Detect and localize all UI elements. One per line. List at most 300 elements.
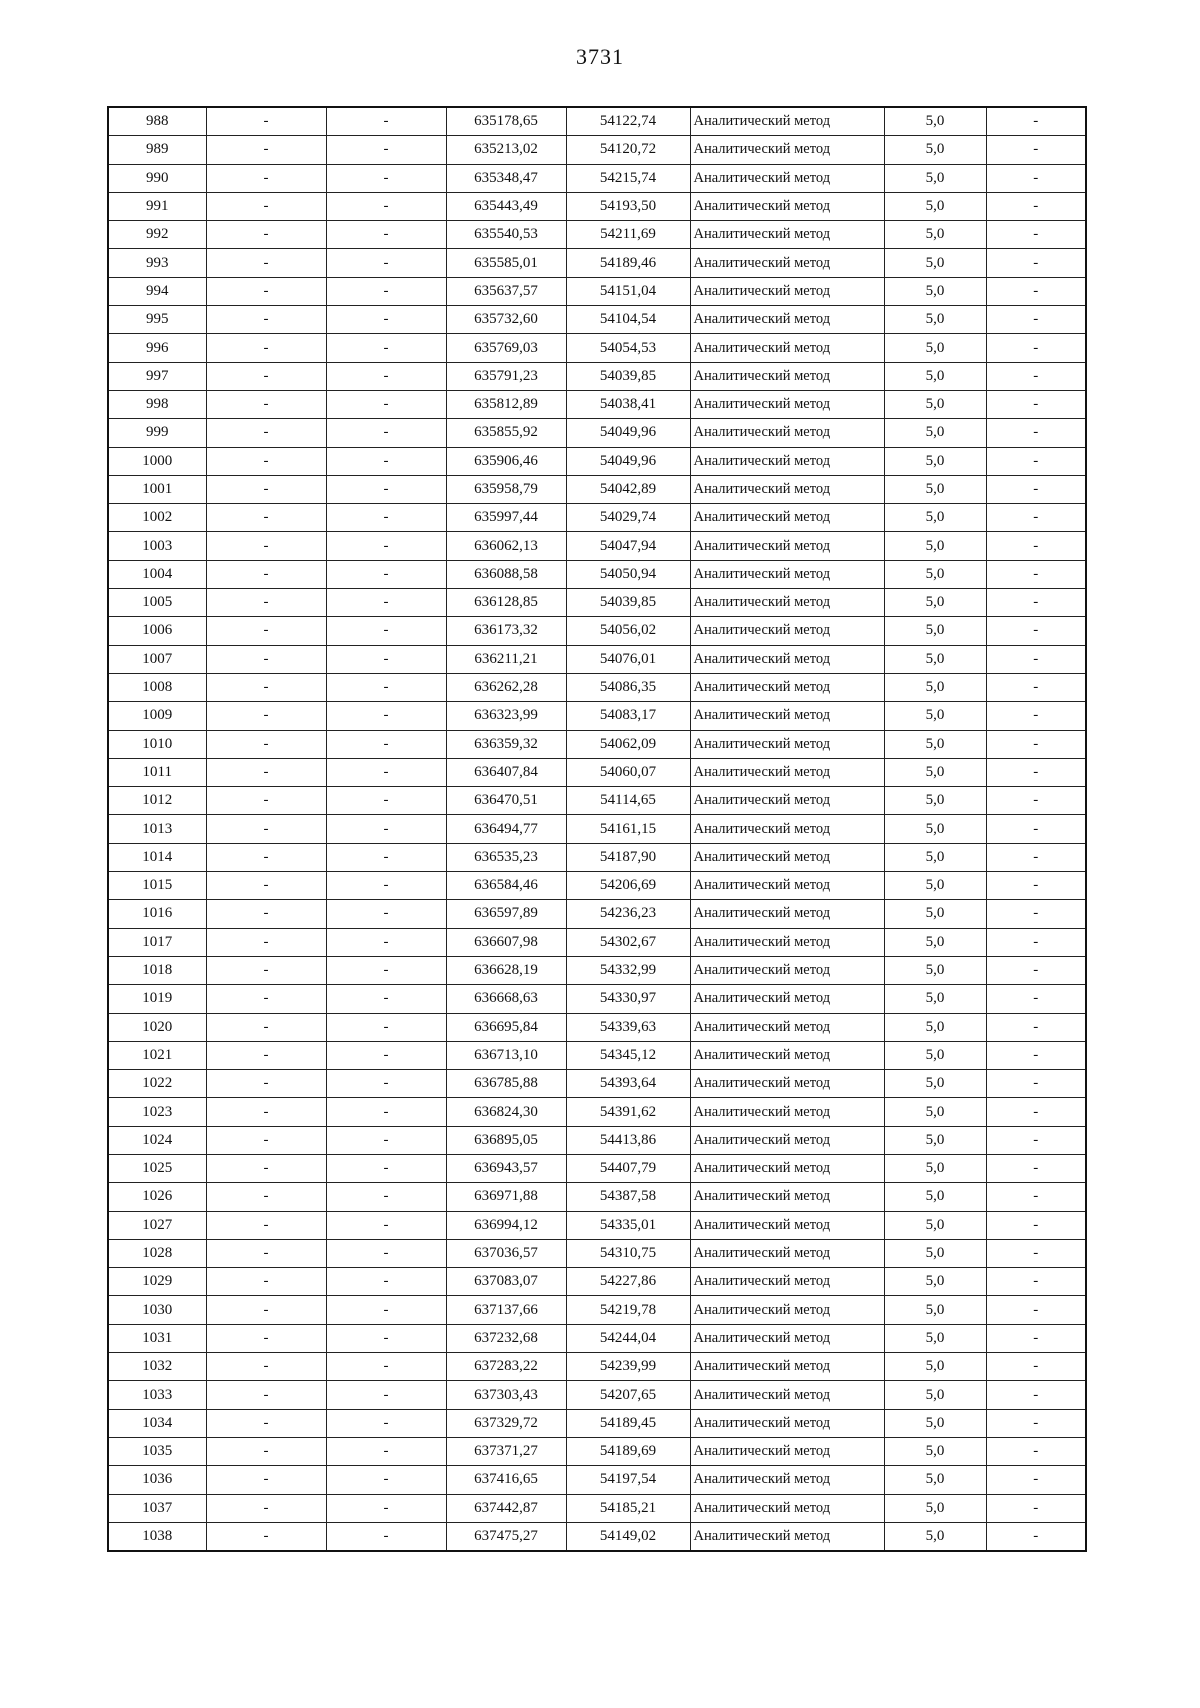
x-coordinate-cell: 637329,72 <box>446 1409 566 1437</box>
empty-col-2-cell: - <box>206 1098 326 1126</box>
point-number-cell: 1025 <box>108 1154 206 1182</box>
point-number-cell: 1035 <box>108 1437 206 1465</box>
empty-col-2-cell: - <box>206 1296 326 1324</box>
empty-col-8-cell: - <box>986 560 1086 588</box>
method-cell: Аналитический метод <box>690 419 884 447</box>
empty-col-2-cell: - <box>206 589 326 617</box>
method-cell: Аналитический метод <box>690 136 884 164</box>
accuracy-cell: 5,0 <box>884 645 986 673</box>
table-row <box>108 447 1086 475</box>
empty-col-8-cell: - <box>986 1239 1086 1267</box>
empty-col-3-cell: - <box>326 1494 446 1522</box>
point-number-cell: 1037 <box>108 1494 206 1522</box>
empty-col-8-cell: - <box>986 1268 1086 1296</box>
method-cell: Аналитический метод <box>690 390 884 418</box>
accuracy-cell: 5,0 <box>884 1494 986 1522</box>
empty-col-3-cell: - <box>326 843 446 871</box>
empty-col-2-cell: - <box>206 1409 326 1437</box>
empty-col-3-cell: - <box>326 787 446 815</box>
method-cell: Аналитический метод <box>690 985 884 1013</box>
point-number-cell: 1019 <box>108 985 206 1013</box>
empty-col-2-cell: - <box>206 985 326 1013</box>
accuracy-cell: 5,0 <box>884 928 986 956</box>
table-row <box>108 787 1086 815</box>
method-cell: Аналитический метод <box>690 787 884 815</box>
y-coordinate-cell: 54244,04 <box>566 1324 690 1352</box>
x-coordinate-cell: 636824,30 <box>446 1098 566 1126</box>
point-number-cell: 995 <box>108 306 206 334</box>
y-coordinate-cell: 54076,01 <box>566 645 690 673</box>
empty-col-2-cell: - <box>206 1381 326 1409</box>
method-cell: Аналитический метод <box>690 334 884 362</box>
x-coordinate-cell: 637371,27 <box>446 1437 566 1465</box>
method-cell: Аналитический метод <box>690 504 884 532</box>
point-number-cell: 1026 <box>108 1183 206 1211</box>
empty-col-8-cell: - <box>986 1211 1086 1239</box>
empty-col-2-cell: - <box>206 1126 326 1154</box>
accuracy-cell: 5,0 <box>884 1466 986 1494</box>
point-number-cell: 997 <box>108 362 206 390</box>
empty-col-3-cell: - <box>326 1324 446 1352</box>
empty-col-2-cell: - <box>206 249 326 277</box>
method-cell: Аналитический метод <box>690 1522 884 1551</box>
table-row <box>108 107 1086 136</box>
table-row <box>108 390 1086 418</box>
y-coordinate-cell: 54206,69 <box>566 872 690 900</box>
empty-col-2-cell: - <box>206 1437 326 1465</box>
empty-col-3-cell: - <box>326 985 446 1013</box>
empty-col-8-cell: - <box>986 306 1086 334</box>
method-cell: Аналитический метод <box>690 1070 884 1098</box>
point-number-cell: 1006 <box>108 617 206 645</box>
table-row <box>108 1409 1086 1437</box>
table-row <box>108 843 1086 871</box>
y-coordinate-cell: 54120,72 <box>566 136 690 164</box>
empty-col-2-cell: - <box>206 730 326 758</box>
x-coordinate-cell: 636088,58 <box>446 560 566 588</box>
method-cell: Аналитический метод <box>690 1268 884 1296</box>
empty-col-2-cell: - <box>206 221 326 249</box>
x-coordinate-cell: 636597,89 <box>446 900 566 928</box>
empty-col-2-cell: - <box>206 1070 326 1098</box>
accuracy-cell: 5,0 <box>884 1041 986 1069</box>
y-coordinate-cell: 54042,89 <box>566 475 690 503</box>
empty-col-2-cell: - <box>206 1041 326 1069</box>
x-coordinate-cell: 636173,32 <box>446 617 566 645</box>
empty-col-2-cell: - <box>206 334 326 362</box>
table-row <box>108 419 1086 447</box>
method-cell: Аналитический метод <box>690 900 884 928</box>
empty-col-2-cell: - <box>206 645 326 673</box>
x-coordinate-cell: 635769,03 <box>446 334 566 362</box>
y-coordinate-cell: 54330,97 <box>566 985 690 1013</box>
empty-col-3-cell: - <box>326 249 446 277</box>
empty-col-2-cell: - <box>206 107 326 136</box>
x-coordinate-cell: 636943,57 <box>446 1154 566 1182</box>
table-row <box>108 1211 1086 1239</box>
y-coordinate-cell: 54189,46 <box>566 249 690 277</box>
accuracy-cell: 5,0 <box>884 560 986 588</box>
method-cell: Аналитический метод <box>690 673 884 701</box>
x-coordinate-cell: 636971,88 <box>446 1183 566 1211</box>
accuracy-cell: 5,0 <box>884 419 986 447</box>
table-row <box>108 928 1086 956</box>
empty-col-2-cell: - <box>206 560 326 588</box>
empty-col-3-cell: - <box>326 560 446 588</box>
accuracy-cell: 5,0 <box>884 1126 986 1154</box>
x-coordinate-cell: 636128,85 <box>446 589 566 617</box>
x-coordinate-cell: 637475,27 <box>446 1522 566 1551</box>
empty-col-3-cell: - <box>326 334 446 362</box>
empty-col-8-cell: - <box>986 1466 1086 1494</box>
x-coordinate-cell: 636470,51 <box>446 787 566 815</box>
y-coordinate-cell: 54219,78 <box>566 1296 690 1324</box>
x-coordinate-cell: 635178,65 <box>446 107 566 136</box>
accuracy-cell: 5,0 <box>884 702 986 730</box>
table-row <box>108 1154 1086 1182</box>
x-coordinate-cell: 635585,01 <box>446 249 566 277</box>
accuracy-cell: 5,0 <box>884 1211 986 1239</box>
empty-col-2-cell: - <box>206 1353 326 1381</box>
table-row <box>108 560 1086 588</box>
empty-col-2-cell: - <box>206 1211 326 1239</box>
x-coordinate-cell: 636695,84 <box>446 1013 566 1041</box>
method-cell: Аналитический метод <box>690 1154 884 1182</box>
y-coordinate-cell: 54047,94 <box>566 532 690 560</box>
table-row <box>108 334 1086 362</box>
accuracy-cell: 5,0 <box>884 1183 986 1211</box>
empty-col-8-cell: - <box>986 758 1086 786</box>
table-row <box>108 1183 1086 1211</box>
empty-col-3-cell: - <box>326 136 446 164</box>
y-coordinate-cell: 54122,74 <box>566 107 690 136</box>
method-cell: Аналитический метод <box>690 872 884 900</box>
point-number-cell: 1036 <box>108 1466 206 1494</box>
method-cell: Аналитический метод <box>690 617 884 645</box>
empty-col-2-cell: - <box>206 164 326 192</box>
empty-col-3-cell: - <box>326 1239 446 1267</box>
y-coordinate-cell: 54029,74 <box>566 504 690 532</box>
empty-col-8-cell: - <box>986 334 1086 362</box>
y-coordinate-cell: 54393,64 <box>566 1070 690 1098</box>
empty-col-3-cell: - <box>326 1409 446 1437</box>
empty-col-3-cell: - <box>326 645 446 673</box>
accuracy-cell: 5,0 <box>884 221 986 249</box>
point-number-cell: 1024 <box>108 1126 206 1154</box>
y-coordinate-cell: 54193,50 <box>566 192 690 220</box>
table-row <box>108 164 1086 192</box>
empty-col-3-cell: - <box>326 1070 446 1098</box>
accuracy-cell: 5,0 <box>884 107 986 136</box>
method-cell: Аналитический метод <box>690 1409 884 1437</box>
empty-col-3-cell: - <box>326 419 446 447</box>
empty-col-2-cell: - <box>206 1154 326 1182</box>
empty-col-2-cell: - <box>206 532 326 560</box>
table-row <box>108 136 1086 164</box>
accuracy-cell: 5,0 <box>884 1324 986 1352</box>
empty-col-8-cell: - <box>986 787 1086 815</box>
empty-col-8-cell: - <box>986 673 1086 701</box>
point-number-cell: 1010 <box>108 730 206 758</box>
y-coordinate-cell: 54211,69 <box>566 221 690 249</box>
empty-col-3-cell: - <box>326 532 446 560</box>
empty-col-2-cell: - <box>206 136 326 164</box>
empty-col-8-cell: - <box>986 1381 1086 1409</box>
empty-col-8-cell: - <box>986 1437 1086 1465</box>
table-row <box>108 956 1086 984</box>
x-coordinate-cell: 637232,68 <box>446 1324 566 1352</box>
x-coordinate-cell: 635732,60 <box>446 306 566 334</box>
y-coordinate-cell: 54207,65 <box>566 1381 690 1409</box>
point-number-cell: 1003 <box>108 532 206 560</box>
empty-col-3-cell: - <box>326 192 446 220</box>
empty-col-3-cell: - <box>326 1211 446 1239</box>
accuracy-cell: 5,0 <box>884 1268 986 1296</box>
method-cell: Аналитический метод <box>690 1324 884 1352</box>
point-number-cell: 1009 <box>108 702 206 730</box>
empty-col-8-cell: - <box>986 956 1086 984</box>
empty-col-8-cell: - <box>986 617 1086 645</box>
accuracy-cell: 5,0 <box>884 815 986 843</box>
point-number-cell: 1033 <box>108 1381 206 1409</box>
empty-col-8-cell: - <box>986 730 1086 758</box>
accuracy-cell: 5,0 <box>884 758 986 786</box>
point-number-cell: 1012 <box>108 787 206 815</box>
point-number-cell: 1018 <box>108 956 206 984</box>
page-number: 3731 <box>576 44 624 69</box>
y-coordinate-cell: 54039,85 <box>566 362 690 390</box>
point-number-cell: 1015 <box>108 872 206 900</box>
y-coordinate-cell: 54054,53 <box>566 334 690 362</box>
y-coordinate-cell: 54062,09 <box>566 730 690 758</box>
empty-col-3-cell: - <box>326 673 446 701</box>
point-number-cell: 1029 <box>108 1268 206 1296</box>
empty-col-8-cell: - <box>986 1353 1086 1381</box>
empty-col-2-cell: - <box>206 758 326 786</box>
y-coordinate-cell: 54151,04 <box>566 277 690 305</box>
y-coordinate-cell: 54060,07 <box>566 758 690 786</box>
empty-col-8-cell: - <box>986 900 1086 928</box>
empty-col-3-cell: - <box>326 900 446 928</box>
table-row <box>108 985 1086 1013</box>
empty-col-3-cell: - <box>326 1183 446 1211</box>
y-coordinate-cell: 54086,35 <box>566 673 690 701</box>
x-coordinate-cell: 637416,65 <box>446 1466 566 1494</box>
table-row <box>108 1239 1086 1267</box>
accuracy-cell: 5,0 <box>884 334 986 362</box>
empty-col-8-cell: - <box>986 645 1086 673</box>
point-number-cell: 1011 <box>108 758 206 786</box>
point-number-cell: 1000 <box>108 447 206 475</box>
table-row <box>108 1522 1086 1551</box>
method-cell: Аналитический метод <box>690 928 884 956</box>
empty-col-2-cell: - <box>206 1013 326 1041</box>
empty-col-3-cell: - <box>326 1437 446 1465</box>
empty-col-2-cell: - <box>206 1239 326 1267</box>
table-row <box>108 1070 1086 1098</box>
empty-col-2-cell: - <box>206 956 326 984</box>
empty-col-8-cell: - <box>986 872 1086 900</box>
empty-col-8-cell: - <box>986 589 1086 617</box>
x-coordinate-cell: 635958,79 <box>446 475 566 503</box>
point-number-cell: 1008 <box>108 673 206 701</box>
x-coordinate-cell: 637303,43 <box>446 1381 566 1409</box>
y-coordinate-cell: 54310,75 <box>566 1239 690 1267</box>
empty-col-3-cell: - <box>326 447 446 475</box>
x-coordinate-cell: 636535,23 <box>446 843 566 871</box>
empty-col-8-cell: - <box>986 815 1086 843</box>
method-cell: Аналитический метод <box>690 249 884 277</box>
empty-col-3-cell: - <box>326 730 446 758</box>
table-body <box>108 107 1086 1551</box>
empty-col-2-cell: - <box>206 843 326 871</box>
x-coordinate-cell: 635637,57 <box>446 277 566 305</box>
y-coordinate-cell: 54185,21 <box>566 1494 690 1522</box>
y-coordinate-cell: 54114,65 <box>566 787 690 815</box>
empty-col-8-cell: - <box>986 1013 1086 1041</box>
accuracy-cell: 5,0 <box>884 1296 986 1324</box>
x-coordinate-cell: 635443,49 <box>446 192 566 220</box>
x-coordinate-cell: 636713,10 <box>446 1041 566 1069</box>
empty-col-3-cell: - <box>326 107 446 136</box>
method-cell: Аналитический метод <box>690 560 884 588</box>
empty-col-8-cell: - <box>986 1522 1086 1551</box>
accuracy-cell: 5,0 <box>884 390 986 418</box>
x-coordinate-cell: 636607,98 <box>446 928 566 956</box>
empty-col-8-cell: - <box>986 277 1086 305</box>
method-cell: Аналитический метод <box>690 1211 884 1239</box>
method-cell: Аналитический метод <box>690 1381 884 1409</box>
x-coordinate-cell: 635997,44 <box>446 504 566 532</box>
point-number-cell: 1034 <box>108 1409 206 1437</box>
empty-col-2-cell: - <box>206 192 326 220</box>
y-coordinate-cell: 54104,54 <box>566 306 690 334</box>
y-coordinate-cell: 54083,17 <box>566 702 690 730</box>
method-cell: Аналитический метод <box>690 164 884 192</box>
method-cell: Аналитический метод <box>690 475 884 503</box>
point-number-cell: 1038 <box>108 1522 206 1551</box>
table-row <box>108 1013 1086 1041</box>
point-number-cell: 991 <box>108 192 206 220</box>
table-row <box>108 532 1086 560</box>
table-row <box>108 1098 1086 1126</box>
empty-col-2-cell: - <box>206 928 326 956</box>
y-coordinate-cell: 54049,96 <box>566 447 690 475</box>
method-cell: Аналитический метод <box>690 532 884 560</box>
point-number-cell: 1031 <box>108 1324 206 1352</box>
accuracy-cell: 5,0 <box>884 1013 986 1041</box>
y-coordinate-cell: 54387,58 <box>566 1183 690 1211</box>
table-row <box>108 277 1086 305</box>
x-coordinate-cell: 636323,99 <box>446 702 566 730</box>
y-coordinate-cell: 54407,79 <box>566 1154 690 1182</box>
point-number-cell: 993 <box>108 249 206 277</box>
table-row <box>108 249 1086 277</box>
table-row <box>108 192 1086 220</box>
empty-col-8-cell: - <box>986 843 1086 871</box>
x-coordinate-cell: 635540,53 <box>446 221 566 249</box>
accuracy-cell: 5,0 <box>884 277 986 305</box>
point-number-cell: 1013 <box>108 815 206 843</box>
accuracy-cell: 5,0 <box>884 1070 986 1098</box>
method-cell: Аналитический метод <box>690 221 884 249</box>
y-coordinate-cell: 54332,99 <box>566 956 690 984</box>
accuracy-cell: 5,0 <box>884 306 986 334</box>
method-cell: Аналитический метод <box>690 277 884 305</box>
accuracy-cell: 5,0 <box>884 673 986 701</box>
method-cell: Аналитический метод <box>690 1239 884 1267</box>
coordinates-table <box>107 106 1087 1552</box>
empty-col-3-cell: - <box>326 928 446 956</box>
empty-col-2-cell: - <box>206 419 326 447</box>
table-row <box>108 1041 1086 1069</box>
empty-col-2-cell: - <box>206 390 326 418</box>
empty-col-8-cell: - <box>986 221 1086 249</box>
table-row <box>108 900 1086 928</box>
y-coordinate-cell: 54189,45 <box>566 1409 690 1437</box>
x-coordinate-cell: 636494,77 <box>446 815 566 843</box>
empty-col-8-cell: - <box>986 702 1086 730</box>
empty-col-2-cell: - <box>206 1466 326 1494</box>
empty-col-8-cell: - <box>986 164 1086 192</box>
empty-col-8-cell: - <box>986 419 1086 447</box>
y-coordinate-cell: 54056,02 <box>566 617 690 645</box>
empty-col-3-cell: - <box>326 1296 446 1324</box>
y-coordinate-cell: 54187,90 <box>566 843 690 871</box>
empty-col-2-cell: - <box>206 306 326 334</box>
empty-col-8-cell: - <box>986 928 1086 956</box>
empty-col-2-cell: - <box>206 504 326 532</box>
accuracy-cell: 5,0 <box>884 1437 986 1465</box>
table-row <box>108 362 1086 390</box>
accuracy-cell: 5,0 <box>884 475 986 503</box>
empty-col-8-cell: - <box>986 1296 1086 1324</box>
point-number-cell: 1023 <box>108 1098 206 1126</box>
table-row <box>108 645 1086 673</box>
method-cell: Аналитический метод <box>690 1126 884 1154</box>
method-cell: Аналитический метод <box>690 1098 884 1126</box>
x-coordinate-cell: 637137,66 <box>446 1296 566 1324</box>
x-coordinate-cell: 635791,23 <box>446 362 566 390</box>
empty-col-3-cell: - <box>326 1041 446 1069</box>
method-cell: Аналитический метод <box>690 1013 884 1041</box>
point-number-cell: 989 <box>108 136 206 164</box>
empty-col-3-cell: - <box>326 504 446 532</box>
empty-col-3-cell: - <box>326 1522 446 1551</box>
empty-col-2-cell: - <box>206 475 326 503</box>
table-row <box>108 673 1086 701</box>
empty-col-8-cell: - <box>986 249 1086 277</box>
point-number-cell: 999 <box>108 419 206 447</box>
table-row <box>108 589 1086 617</box>
y-coordinate-cell: 54050,94 <box>566 560 690 588</box>
empty-col-8-cell: - <box>986 1183 1086 1211</box>
x-coordinate-cell: 636262,28 <box>446 673 566 701</box>
empty-col-8-cell: - <box>986 107 1086 136</box>
y-coordinate-cell: 54215,74 <box>566 164 690 192</box>
point-number-cell: 988 <box>108 107 206 136</box>
accuracy-cell: 5,0 <box>884 1409 986 1437</box>
point-number-cell: 1001 <box>108 475 206 503</box>
empty-col-3-cell: - <box>326 1126 446 1154</box>
accuracy-cell: 5,0 <box>884 1098 986 1126</box>
x-coordinate-cell: 636628,19 <box>446 956 566 984</box>
point-number-cell: 992 <box>108 221 206 249</box>
y-coordinate-cell: 54335,01 <box>566 1211 690 1239</box>
method-cell: Аналитический метод <box>690 815 884 843</box>
empty-col-8-cell: - <box>986 1041 1086 1069</box>
table-row <box>108 1437 1086 1465</box>
